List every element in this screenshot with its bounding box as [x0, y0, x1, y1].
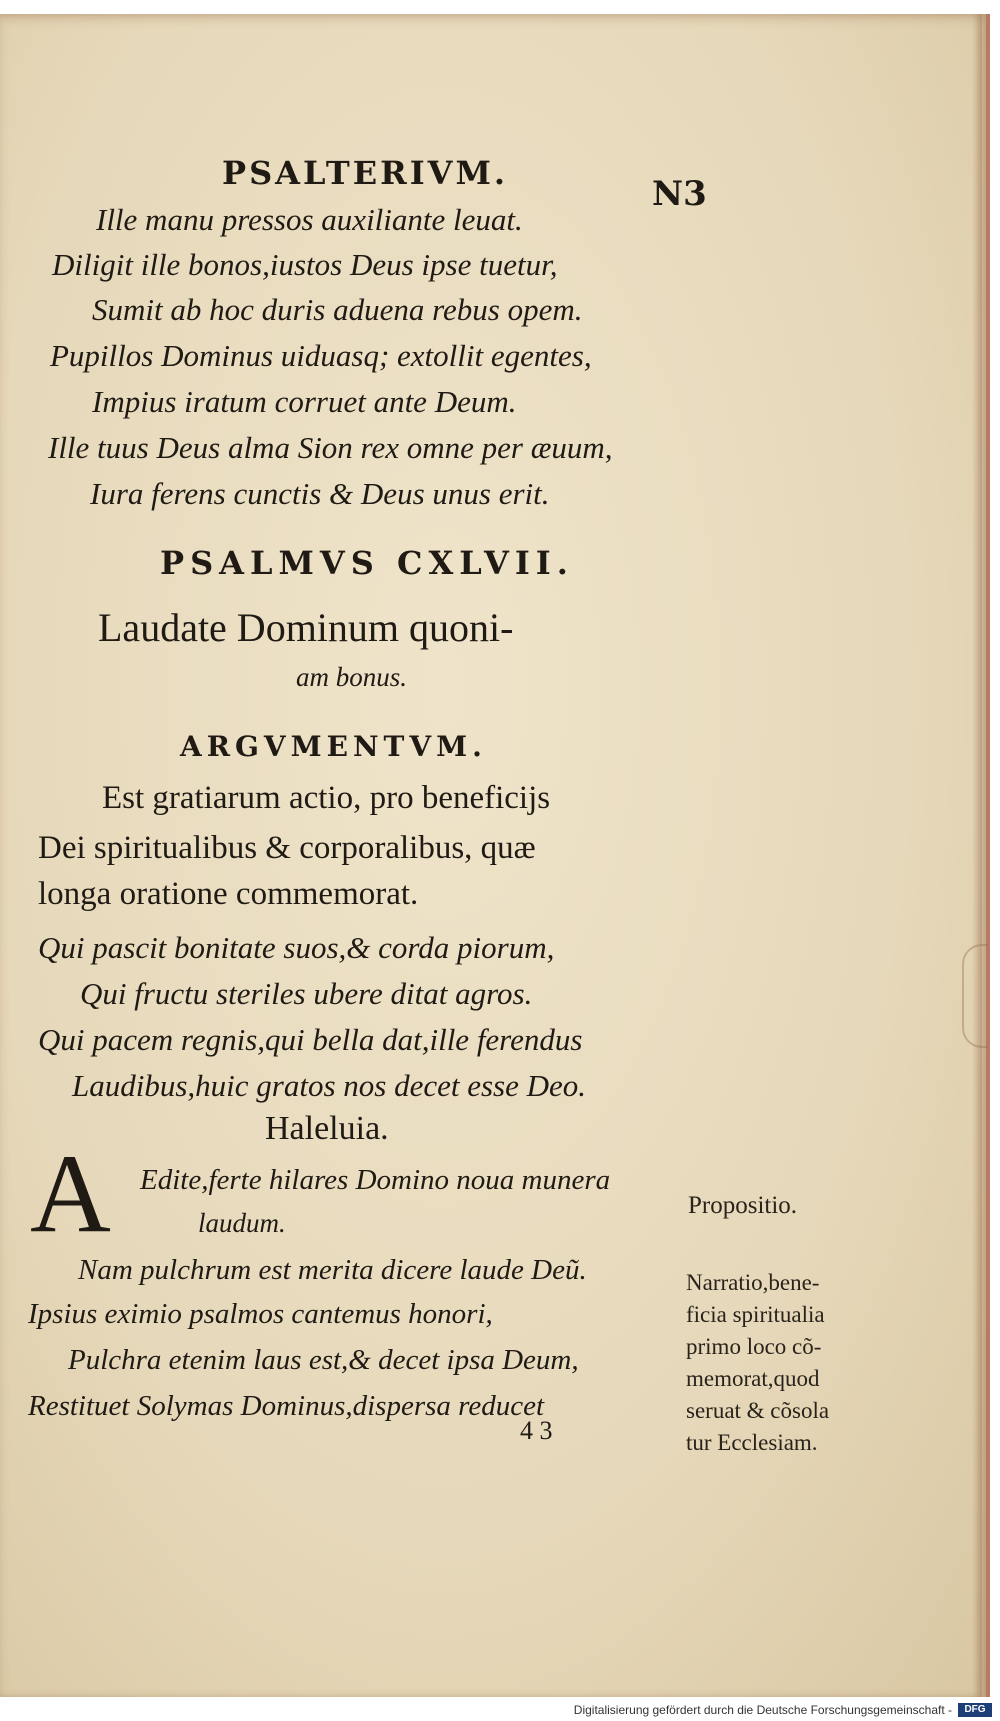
argument-heading: ARGVMENTVM.	[180, 730, 487, 763]
verse-line: Laudibus,huic gratos nos decet esse Deo.	[72, 1068, 587, 1103]
argument-line: Est gratiarum actio, pro beneficijs	[102, 780, 551, 816]
running-header: PSALTERIVM.	[222, 154, 509, 192]
marginal-note-line: Narratio,bene-	[686, 1270, 820, 1295]
argument-line: Dei spiritualibus & corporalibus, quæ	[38, 830, 536, 866]
psalm-title: PSALMVS CXLVII.	[160, 544, 574, 582]
haleluia-heading: Haleluia.	[265, 1110, 389, 1147]
verse-line: Ille manu pressos auxiliante leuat.	[96, 202, 523, 237]
verse-line: Sumit ab hoc duris aduena rebus opem.	[92, 292, 583, 327]
marginal-note-line: seruat & cõsola	[686, 1398, 830, 1423]
verse-line: Diligit ille bonos,iustos Deus ipse tuetur,	[52, 247, 558, 282]
dfg-logo: DFG	[958, 1703, 992, 1717]
verse-line: Iura ferens cunctis & Deus unus erit.	[90, 476, 550, 511]
verse-line: Qui pascit bonitate suos,& corda piorum,	[38, 930, 555, 965]
credit-bar	[0, 1697, 1000, 1721]
folio-number: N3	[652, 174, 707, 214]
marginal-note-line: primo loco cõ-	[686, 1334, 822, 1359]
drop-capital: A	[30, 1132, 111, 1256]
marginal-note-line: tur Ecclesiam.	[686, 1430, 818, 1455]
verse-line: Pulchra etenim laus est,& decet ipsa Deum,	[68, 1344, 579, 1376]
page-edge-shadow	[972, 14, 982, 1697]
verse-line: Pupillos Dominus uiduasq; extollit egentes,	[50, 338, 592, 373]
credit-text: Digitalisierung gefördert durch die Deutsche Forschungsgemeinschaft -	[573, 1703, 952, 1717]
verse-line: laudum.	[198, 1208, 286, 1238]
verse-line: Ipsius eximio psalmos cantemus honori,	[28, 1298, 493, 1330]
psalm-incipit-line1: Laudate Dominum quoni-	[98, 605, 514, 650]
marginal-note-propositio: Propositio.	[688, 1192, 798, 1219]
verse-line: Qui fructu steriles ubere ditat agros.	[80, 976, 533, 1011]
verse-line: Impius iratum corruet ante Deum.	[92, 384, 517, 419]
psalm-incipit-line2: am bonus.	[296, 662, 408, 692]
verse-line: Edite,ferte hilares Domino noua munera	[140, 1164, 611, 1196]
verse-line: Restituet Solymas Dominus,dispersa reducet	[28, 1390, 545, 1422]
book-page	[0, 14, 990, 1699]
verse-line: Ille tuus Deus alma Sion rex omne per æuum,	[48, 430, 613, 465]
marginal-note-line: memorat,quod	[686, 1366, 820, 1391]
verse-line: Nam pulchrum est merita dicere laude Deũ.	[78, 1254, 587, 1286]
page-edge-tab	[962, 944, 988, 1048]
marginal-note-line: ficia spiritualia	[686, 1302, 825, 1327]
signature-mark: 4 3	[520, 1416, 553, 1445]
verse-line: Qui pacem regnis,qui bella dat,ille ferendus	[38, 1022, 583, 1057]
argument-line: longa oratione commemorat.	[38, 876, 419, 912]
